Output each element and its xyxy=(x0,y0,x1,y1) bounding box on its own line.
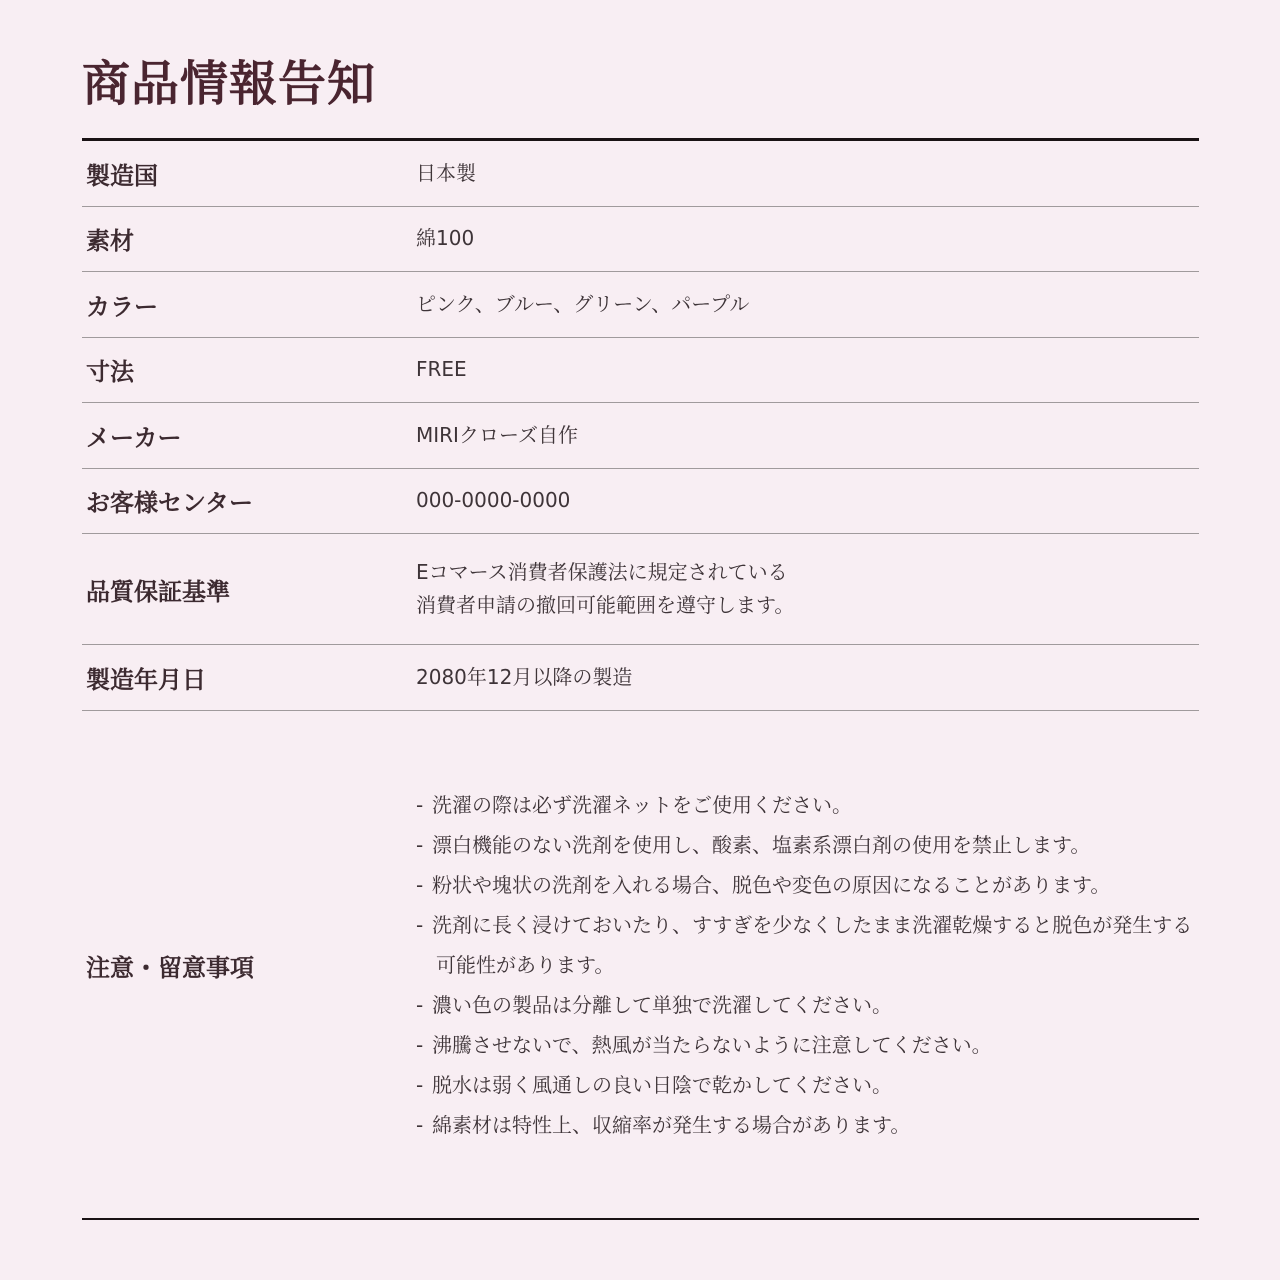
spec-row-material xyxy=(82,207,1199,273)
spec-label: メーカー xyxy=(86,423,182,452)
notes-label: 注意・留意事項 xyxy=(86,953,254,982)
spec-label: 品質保証基準 xyxy=(86,577,230,606)
dash-bullet: - xyxy=(416,1073,424,1097)
spec-value-phone: 000-0000-0000 xyxy=(416,488,571,513)
notes-list xyxy=(416,785,1199,1145)
spec-row-color xyxy=(82,272,1199,338)
dash-bullet: - xyxy=(416,793,424,817)
spec-value xyxy=(416,556,1199,622)
spec-row-size xyxy=(82,338,1199,404)
spec-label: 寸法 xyxy=(86,358,134,387)
spec-row-maker xyxy=(82,403,1199,469)
spec-row-origin xyxy=(82,141,1199,207)
spec-value: 綿100 xyxy=(416,226,475,251)
spec-row-quality-standard xyxy=(82,534,1199,645)
spec-label: 製造国 xyxy=(86,161,158,190)
dash-bullet: - xyxy=(416,913,424,937)
dash-bullet: - xyxy=(416,873,424,897)
spec-label: 製造年月日 xyxy=(86,665,206,694)
dash-bullet: - xyxy=(416,1033,424,1057)
dash-bullet: - xyxy=(416,833,424,857)
spec-value-line: 消費者申請の撤回可能範囲を遵守します。 xyxy=(416,593,795,617)
note-item: - 濃い色の製品は分離して単独で洗濯してください。 xyxy=(416,985,1199,1025)
note-item: - 洗濯の際は必ず洗濯ネットをご使用ください。 xyxy=(416,785,1199,825)
product-info-table xyxy=(82,141,1199,1220)
note-item: - 漂白機能のない洗剤を使用し、酸素、塩素系漂白剤の使用を禁止します。 xyxy=(416,825,1199,865)
spec-label: お客様センター xyxy=(86,489,254,518)
note-item: - 粉状や塊状の洗剤を入れる場合、脱色や変色の原因になることがあります。 xyxy=(416,865,1199,905)
bottom-rule-divider xyxy=(82,1218,1199,1220)
spec-row-manufacture-date xyxy=(82,645,1199,711)
dash-bullet: - xyxy=(416,1113,424,1137)
note-item: - 綿素材は特性上、収縮率が発生する場合があります。 xyxy=(416,1105,1199,1145)
spec-value: ピンク、ブルー、グリーン、パープル xyxy=(416,291,750,316)
spec-value: 2080年12月以降の製造 xyxy=(416,664,633,689)
page-title: 商品情報告知 xyxy=(82,56,377,112)
spec-row-customer-center xyxy=(82,469,1199,535)
spec-value: FREE xyxy=(416,357,467,382)
spec-label: カラー xyxy=(86,292,158,321)
dash-bullet: - xyxy=(416,993,424,1017)
spec-label: 素材 xyxy=(86,227,134,256)
spec-value: 日本製 xyxy=(416,160,476,185)
note-item: - 洗剤に長く浸けておいたり、すすぎを少なくしたまま洗濯乾燥すると脱色が発生する可能性があります。 xyxy=(416,905,1199,985)
spec-value-line: Eコマース消費者保護法に規定されている xyxy=(416,560,788,584)
note-item: - 沸騰させないで、熱風が当たらないように注意してください。 xyxy=(416,1025,1199,1065)
spec-value: MIRIクローズ自作 xyxy=(416,422,578,447)
note-item: - 脱水は弱く風通しの良い日陰で乾かしてください。 xyxy=(416,1065,1199,1105)
notes-section xyxy=(82,711,1199,1220)
